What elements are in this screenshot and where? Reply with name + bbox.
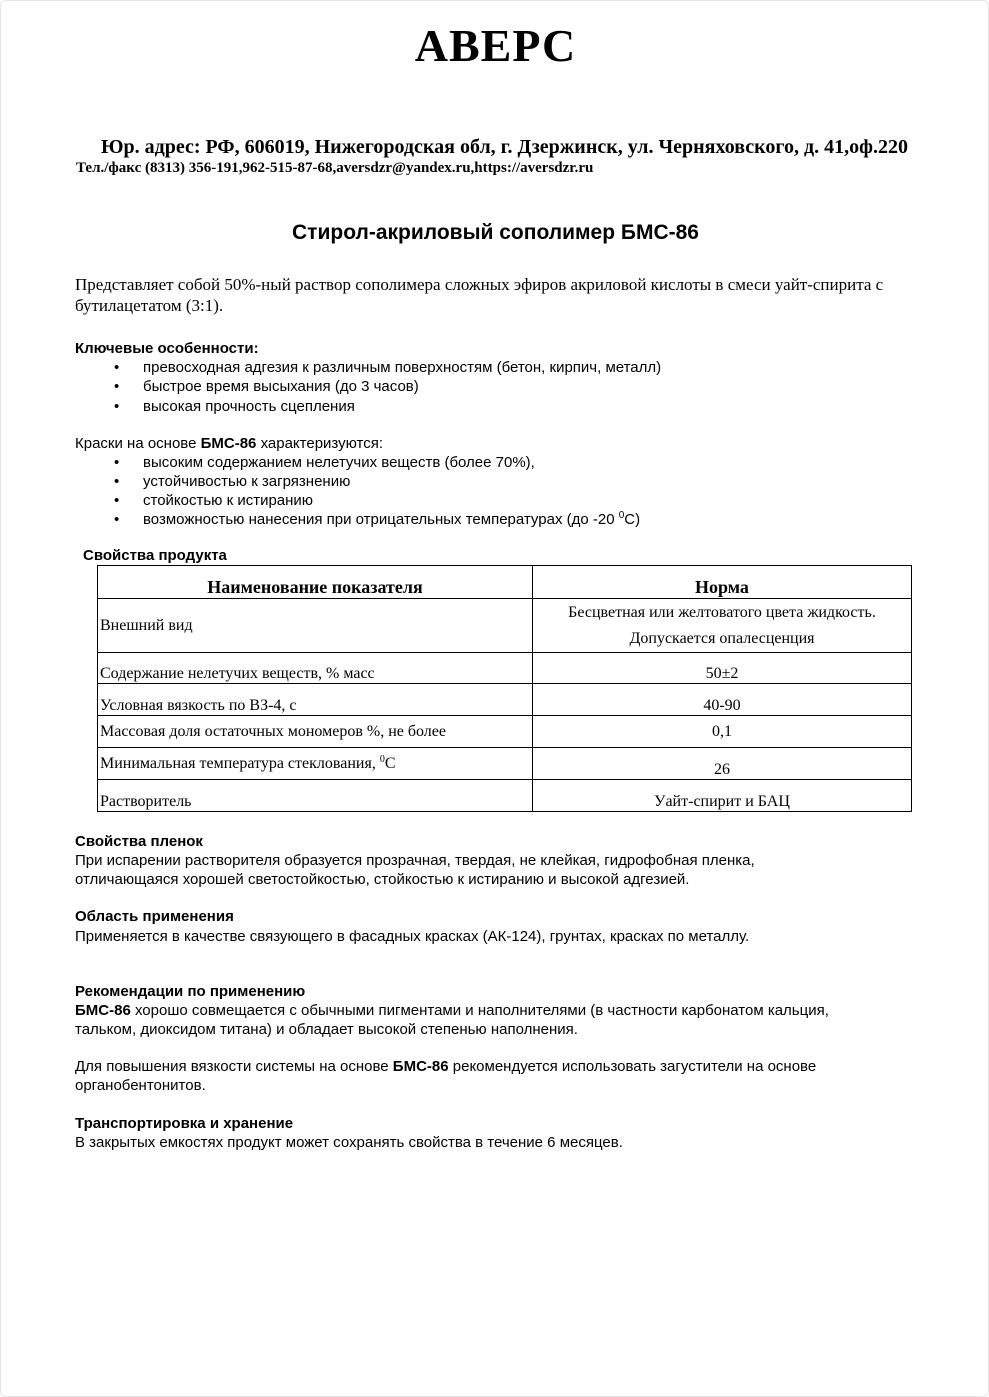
contacts-line: Тел./факс (8313) 356-191,962-515-87-68,aversdzr@yandex.ru,https://aversdzr.ru (76, 160, 594, 176)
bullet-icon: • (114, 454, 120, 471)
row-norm: 50±2 (533, 653, 912, 684)
table-row (98, 653, 912, 684)
recommendations-heading: Рекомендации по применению (75, 983, 306, 1000)
bullet-icon: • (114, 492, 120, 509)
list-item: • превосходная адгезия к различным поверхностям (бетон, кирпич, металл) (114, 359, 662, 376)
bullet-icon: • (114, 359, 120, 376)
application-text: Применяется в качестве связующего в фасадных красках (АК-124), грунтах, красках по металлу. (75, 928, 750, 945)
row-norm: 26 (533, 748, 912, 780)
paints-intro: Краски на основе БМС-86 характеризуются: (75, 435, 384, 452)
row-norm: 0,1 (533, 716, 912, 748)
list-item: • устойчивостью к загрязнению (114, 473, 351, 490)
bullet-icon: • (114, 398, 120, 415)
features-heading: Ключевые особенности: (75, 340, 259, 357)
list-item: • возможностью нанесения при отрицательных температурах (до -20 $^0$С) (114, 510, 641, 528)
column-header-norm: Норма (533, 566, 912, 599)
storage-text: В закрытых емкостях продукт может сохранять свойства в течение 6 месяцев. (75, 1134, 623, 1151)
table-row (98, 716, 912, 748)
list-item: • стойкостью к истиранию (114, 492, 314, 509)
properties-heading: Свойства продукта (83, 547, 227, 564)
product-intro: Представляет собой 50%-ный раствор сополимера сложных эфиров акриловой кислоты в смеси уайт-спирита с бутилацетатом (3:1). (75, 275, 884, 315)
bullet-icon: • (114, 511, 120, 528)
recommendations-text-line: БМС-86 хорошо совмещается с обычными пигментами и наполнителями (в частности карбонатом кальция, (75, 1002, 829, 1019)
bullet-icon: • (114, 473, 120, 490)
row-name: Условная вязкость по ВЗ-4, с (98, 684, 533, 716)
product-title: Стирол-акриловый сополимер БМС-86 (292, 221, 699, 244)
recommendations-text-line: органобентонитов. (75, 1077, 206, 1094)
row-name: Содержание нелетучих веществ, % масс (98, 653, 533, 684)
table-row (98, 599, 912, 653)
list-item: • быстрое время высыхания (до 3 часов) (114, 378, 419, 395)
recommendations-text-line: Для повышения вязкости системы на основе БМС-86 рекомендуется использовать загустители на основе (75, 1058, 817, 1075)
storage-heading: Транспортировка и хранение (75, 1115, 294, 1132)
films-text-line: отличающаяся хорошей светостойкостью, стойкостью к истиранию и высокой адгезией. (75, 871, 690, 888)
table-row (98, 684, 912, 716)
films-text-line: При испарении растворителя образуется прозрачная, твердая, не клейкая, гидрофобная пленка, (75, 852, 755, 869)
properties-table (97, 565, 912, 812)
bullet-icon: • (114, 378, 120, 395)
recommendations-text-line: тальком, диоксидом титана) и обладает высокой степенью наполнения. (75, 1021, 578, 1038)
company-name: АВЕРС (414, 20, 577, 71)
films-heading: Свойства пленок (75, 833, 203, 850)
row-norm: Бесцветная или желтоватого цвета жидкость. Допускается опалесценция (533, 599, 912, 653)
row-name: Минимальная температура стеклования, $^0$С (98, 748, 533, 780)
column-header-name: Наименование показателя (98, 566, 533, 599)
row-name: Растворитель (98, 780, 533, 812)
application-heading: Область применения (75, 908, 234, 925)
row-norm: Уайт-спирит и БАЦ (533, 780, 912, 812)
list-item: • высоким содержанием нелетучих веществ (более 70%), (114, 454, 535, 471)
row-norm: 40-90 (533, 684, 912, 716)
list-item: • высокая прочность сцепления (114, 398, 355, 415)
table-row (98, 748, 912, 780)
table-header-row (98, 566, 912, 599)
row-name: Массовая доля остаточных мономеров %, не более (98, 716, 533, 748)
row-name: Внешний вид (98, 599, 533, 653)
legal-address: Юр. адрес: РФ, 606019, Нижегородская обл, г. Дзержинск, ул. Черняховского, д. 41,оф.220 (101, 136, 908, 158)
table-row (98, 780, 912, 812)
